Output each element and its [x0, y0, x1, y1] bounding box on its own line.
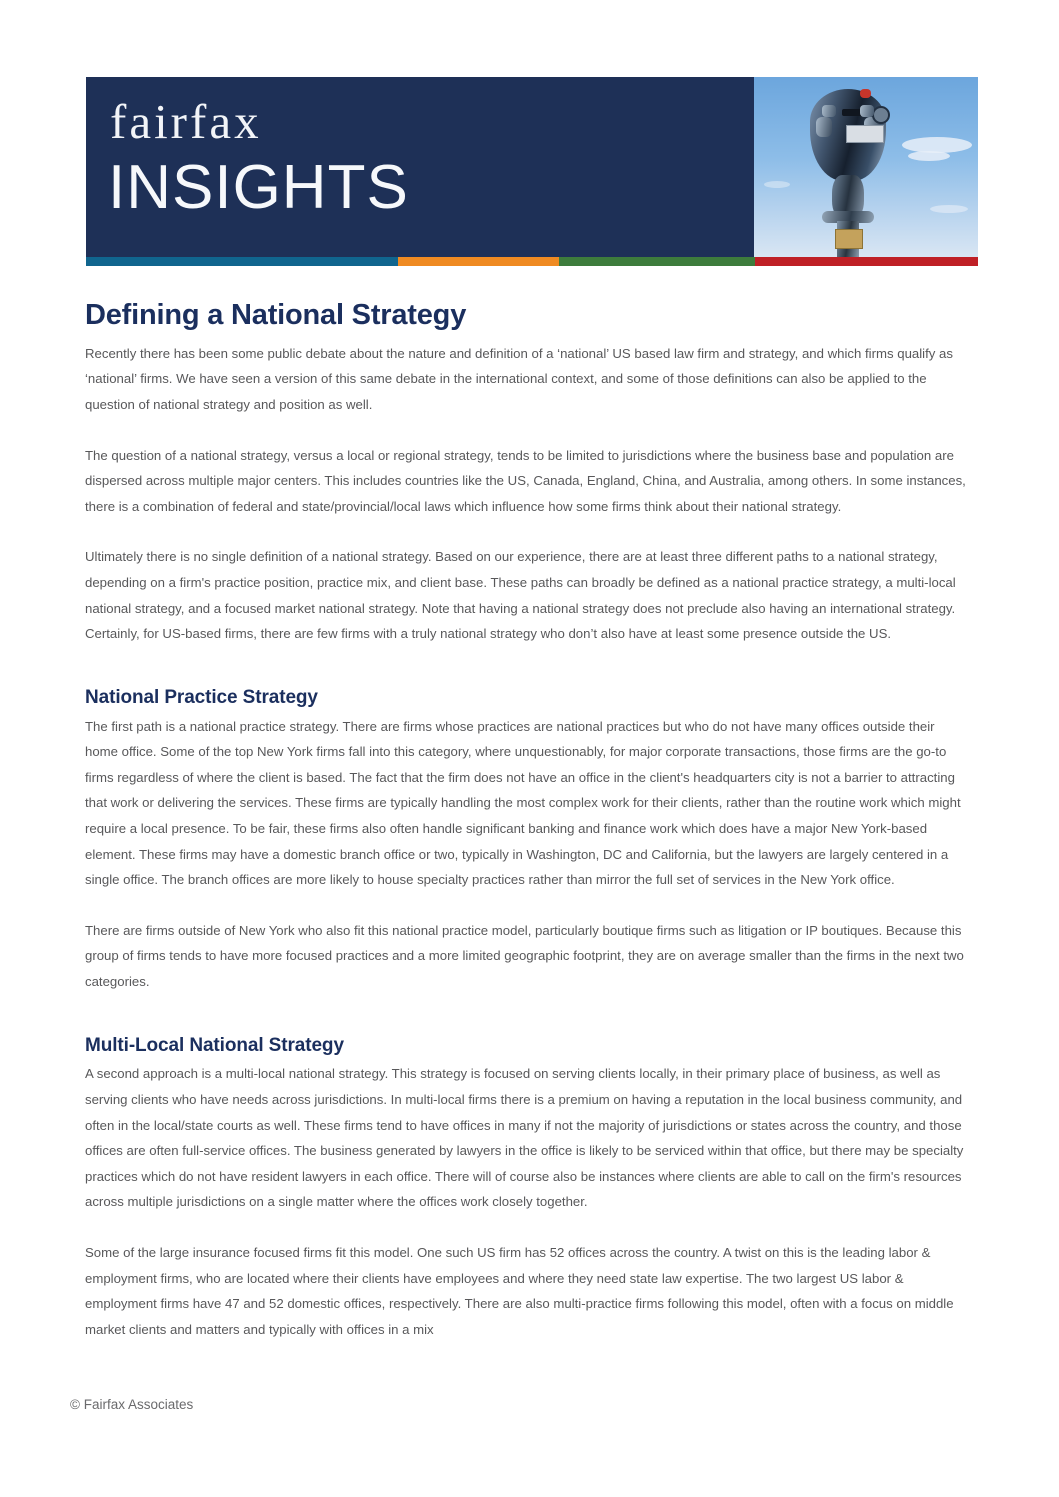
viewer-brass-plate: [835, 229, 863, 249]
section-spacer: [85, 995, 971, 1035]
section-heading-national-practice-strategy: National Practice Strategy: [85, 686, 318, 708]
stripe-segment-orange: [398, 257, 559, 266]
paragraph-spacer: [85, 418, 971, 443]
cloud-shape: [908, 151, 950, 161]
viewer-eyecup-left: [816, 117, 832, 137]
stripe-segment-blue: [86, 257, 398, 266]
insights-wordmark: INSIGHTS: [108, 153, 409, 222]
viewer-handle-left: [822, 105, 836, 117]
masthead-logo-block: [86, 77, 754, 257]
paragraph-spacer: [85, 1215, 971, 1240]
masthead-banner: [86, 77, 978, 265]
article-body: [85, 300, 971, 1342]
copyright-footer: © Fairfax Associates: [70, 1397, 194, 1413]
page-title: Defining a National Strategy: [85, 299, 467, 331]
viewer-dial: [872, 106, 890, 124]
stripe-segment-red: [755, 257, 978, 266]
section-spacer: [85, 647, 971, 687]
paragraph-spacer: [85, 893, 971, 918]
tower-viewer-icon: [788, 83, 908, 257]
brand-color-stripe: [86, 257, 978, 266]
section-1-paragraph-1: The first path is a national practice strategy. There are firms whose practices are national practices but who do not have many offices outside their home office. Some of the top New York firms fall into this category, where unquestionably, for major corporate transactions, those firms are the go-to firms regardless of where the client is based. The fact that the firm does not have an office in the client's headquarters city is not a barrier to attracting that work or delivering the services. These firms are typically handling the most complex work for their clients, rather than the routine work which might require a local presence. To be fair, these firms also often handle significant banking and finance work which does have a major New York-based element. These firms may have a domestic branch office or two, typically in Washington, DC and California, but the lawyers are largely centered in a single office. The branch offices are more likely to house specialty practices rather than mirror the full set of services in the New York office.: [85, 718, 961, 888]
fairfax-wordmark: fairfax: [110, 94, 262, 149]
viewer-knob: [860, 89, 871, 98]
section-1-paragraph-2: There are firms outside of New York who also fit this national practice model, particularly boutique firms such as litigation or IP boutiques. Because this group of firms tends to have more focused practices and a more limited geographic footprint, they are on average smaller than the firms in the next two categories.: [85, 922, 964, 989]
viewer-handle-right: [860, 105, 874, 117]
section-2-paragraph-2: Some of the large insurance focused firms fit this model. One such US firm has 52 offices across the country. A twist on this is the leading labor & employment firms, who are located where their clients have employees and where they need state law expertise. The two largest US labor & employment firms have 47 and 52 domestic offices, respectively. There are also multi-practice firms following this model, often with a focus on middle market clients and matters and typically with offices in a mix: [85, 1244, 954, 1337]
viewer-label-plate: [846, 125, 884, 143]
intro-paragraph-2: The question of a national strategy, versus a local or regional strategy, tends to be limited to jurisdictions where the business base and population are dispersed across multiple major centers. This includes countries like the US, Canada, England, China, and Australia, among others. In some instances, there is a combination of federal and state/provincial/local laws which influence how some firms think about their national strategy.: [85, 447, 966, 514]
section-2-paragraph-1: A second approach is a multi-local national strategy. This strategy is focused on serving clients locally, in their primary place of business, as well as serving clients who have needs across jurisdictions. In multi-local firms there is a premium on having a reputation in the local business community, and often in the local/state courts as well. These firms tend to have offices in many if not the majority of jurisdictions or states across the country, and those offices are often full-service offices. The business generated by lawyers in the office is likely to be serviced within that office, but there may be specialty practices which do not have resident lawyers in each office. There will of course also be instances where clients are able to call on the firm's resources across multiple jurisdictions on a single matter where the offices work closely together.: [85, 1066, 964, 1210]
stripe-segment-green: [559, 257, 755, 266]
paragraph-spacer: [85, 519, 971, 544]
cloud-shape: [764, 181, 790, 188]
viewer-head: [810, 89, 886, 181]
tower-viewer-photo: [750, 77, 978, 257]
intro-paragraph-3: Ultimately there is no single definition of a national strategy. Based on our experience, there are at least three different paths to a national strategy, depending on a firm's practice position, practice mix, and client base. These paths can broadly be defined as a national practice strategy, a multi-local national strategy, and a focused market national strategy. Note that having a national strategy does not preclude also having an international strategy. Certainly, for US-based firms, there are few firms with a truly national strategy who don’t also have at least some presence outside the US.: [85, 549, 956, 642]
section-heading-multi-local-national-strategy: Multi-Local National Strategy: [85, 1034, 344, 1056]
cloud-shape: [930, 205, 968, 213]
intro-paragraph-1: Recently there has been some public debate about the nature and definition of a ‘national’ US based law firm and strategy, and which firms qualify as ‘national’ firms. We have seen a version of this same debate in the international context, and some of those definitions can also be applied to the question of national strategy and position as well.: [85, 345, 953, 413]
